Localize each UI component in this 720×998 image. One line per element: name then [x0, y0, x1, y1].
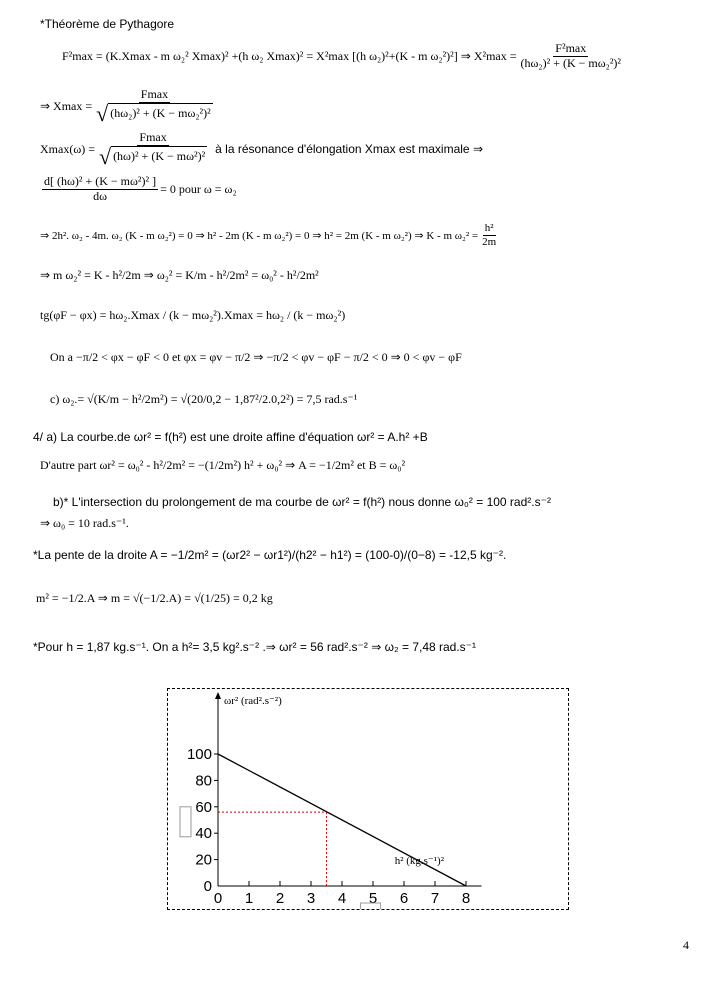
equation-8: On a −π/2 < φx − φF < 0 et φx = φv − π/2 ⇒ −π/2 < φv − φF − π/2 < 0 ⇒ 0 < φv − φF: [50, 350, 462, 364]
paragraph-4b: b)* L'intersection du prolongement de ma courbe de ωr² = f(h²) nous donne ω₀² = 100 rad².s⁻²: [53, 495, 551, 509]
equation-1-num: F²max: [555, 41, 587, 55]
x-tick-label: 5: [368, 890, 378, 907]
x-tick-label: 7: [430, 890, 440, 907]
x-tick-label: 4: [337, 890, 347, 907]
equation-4-post: = 0 pour ω = ω₂: [160, 181, 237, 196]
equation-3-post: à la résonance d'élongation Xmax est maximale ⇒: [215, 142, 483, 157]
slope-line: *La pente de la droite A = −1/2m² = (ωr2² − ωr1²)/(h2² − h1²) = (100-0)/(0−8) = -12,5 kg⁻².: [33, 548, 507, 562]
x-tick-label: 2: [275, 890, 285, 907]
page-number: 4: [683, 938, 689, 952]
x-tick-label: 1: [244, 890, 254, 907]
equation-5-num: h²: [484, 222, 494, 234]
y-tick-label: 20: [195, 851, 212, 869]
equation-1-lhs: F²max = (K.Xmax - m ω₂² Xmax)² +(h ω₂ Xmax)² = X²max [(h ω₂)²+(K - m ω₂²)²] ⇒ X²max =: [62, 48, 517, 63]
placeholder-box: [180, 807, 191, 837]
equation-2: ⇒ Xmax = Fmax √ (hω₂)² + (K − mω₂²)²: [40, 87, 211, 126]
equation-2-den: (hω₂)² + (K − mω₂²)²: [108, 103, 212, 125]
section-title: *Théorème de Pythagore: [40, 17, 175, 31]
chart-svg: [168, 689, 568, 909]
y-tick-label: 100: [186, 746, 212, 763]
equation-3: Xmax(ω) = Fmax √ (hω)² + (K − mω²)² à la résonance d'élongation Xmax est maximale ⇒: [40, 130, 483, 169]
x-tick-label: 8: [461, 890, 471, 907]
equation-1-den: (hω₂)² + (K − mω₂²)²: [520, 55, 622, 70]
equation-3-num: Fmax: [139, 130, 167, 144]
x-tick-label: 0: [213, 890, 223, 907]
y-axis-label: ωr² (rad².s⁻²): [224, 695, 282, 707]
mass-line: m² = −1/2.A ⇒ m = √(−1/2.A) = √(1/25) = 0,2 kg: [36, 591, 273, 605]
y-tick-label: 80: [195, 772, 212, 790]
x-axis-label: h² (kg.s⁻¹)²: [394, 855, 445, 867]
equation-6: ⇒ m ω₂² = K - h²/2m ⇒ ω₂² = K/m - h²/2m² = ω₀² - h²/2m²: [40, 268, 319, 282]
equation-2-num: Fmax: [140, 87, 169, 101]
equation-1: [62, 42, 625, 71]
graph-frame: [167, 688, 569, 910]
equation-4-num: d[ (hω)² + (K − mω²)² ]: [44, 174, 157, 188]
equation-5-den: 2m: [482, 235, 497, 248]
equation-4-den: dω: [93, 188, 107, 203]
y-tick-label: 0: [203, 878, 212, 895]
equation-4: [40, 175, 237, 204]
h-line: *Pour h = 1,87 kg.s⁻¹. On a h²= 3,5 kg².s⁻² .⇒ ωr² = 56 rad².s⁻² ⇒ ω₂ = 7,48 rad.s⁻¹: [33, 640, 477, 654]
paragraph-4b-2: ⇒ ω₀ = 10 rad.s⁻¹.: [40, 516, 129, 530]
equation-5-text: ⇒ 2h². ω₂ - 4m. ω₂ (K - m ω₂²) = 0 ⇒ h² - 2m (K - m ω₂²) = 0 ⇒ h² = 2m (K - m ω₂²) ⇒ K - m ω₂² =: [40, 229, 479, 242]
equation-3-pre: Xmax(ω) =: [40, 141, 95, 156]
equation-5: [40, 222, 500, 248]
x-tick-label: 3: [306, 890, 316, 907]
y-tick-label: 40: [195, 825, 212, 843]
y-tick-label: 60: [195, 798, 212, 816]
equation-3-den: (hω)² + (K − mω²)²: [111, 146, 207, 168]
y-axis-arrow: [215, 692, 221, 699]
equation-9: c) ω₂.= √(K/m − h²/2m²) = √(20/0,2 − 1,87²/2.0,2²) = 7,5 rad.s⁻¹: [50, 392, 358, 406]
paragraph-4a-2: D'autre part ωr² = ω₀² - h²/2m² = −(1/2m²) h² + ω₀² ⇒ A = −1/2m² et B = ω₀²: [40, 458, 406, 472]
paragraph-4a: 4/ a) La courbe.de ωr² = f(h²) est une droite affine d'équation ωr² = A.h² +B: [33, 430, 428, 444]
equation-2-pre: ⇒ Xmax =: [40, 98, 93, 113]
equation-7: tg(φF − φx) = hω₂.Xmax / (k − mω₂²).Xmax = hω₂ / (k − mω₂²): [40, 308, 346, 322]
x-tick-label: 6: [399, 890, 409, 907]
